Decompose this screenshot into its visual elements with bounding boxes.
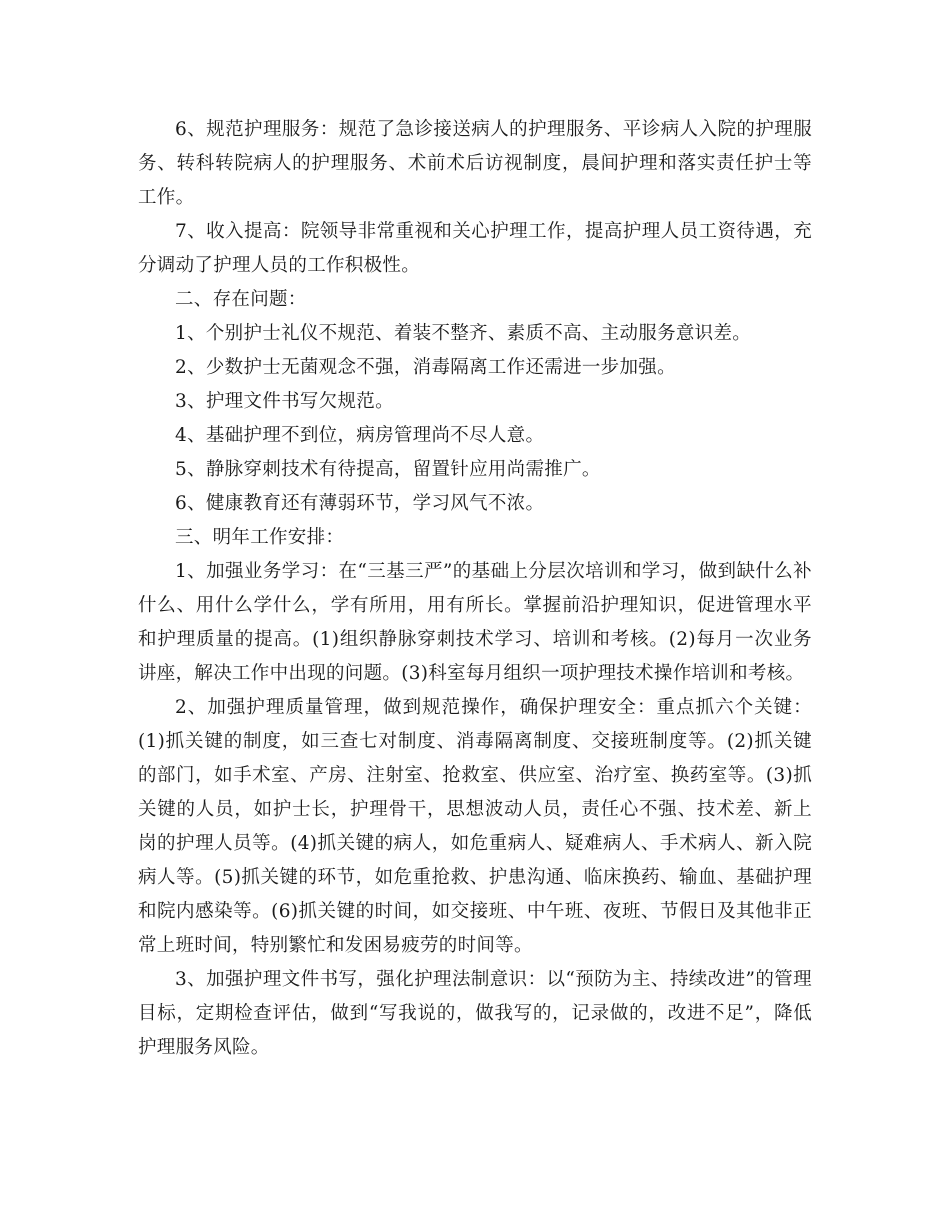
problem-item-3: 3、护理文件书写欠规范。 (175, 391, 394, 412)
section-heading-problems: 二、存在问题： (175, 289, 307, 310)
plan-item-1: 1、加强业务学习：在“三基三严”的基础上分层次培训和学习，做到缺什么补什么、用什么学什么，学有所用，用有所长。掌握前沿护理知识，促进管理水平和护理质量的提高。(1)组织静脉穿刺技术学习、培训和考核。(2)每月一次业务讲座，解决工作中出现的问题。(3)科室每月组织一项护理技术操作培训和考核。 (138, 561, 812, 684)
problem-item-6: 6、健康教育还有薄弱环节，学习风气不浓。 (175, 493, 545, 514)
problem-item-5: 5、静脉穿刺技术有待提高，留置针应用尚需推广。 (175, 459, 601, 480)
plan-item-3: 3、加强护理文件书写，强化护理法制意识：以“预防为主、持续改进”的管理目标，定期检查评估，做到“写我说的，做我写的，记录做的，改进不足”，降低护理服务风险。 (138, 969, 812, 1058)
problem-item-1: 1、个别护士礼仪不规范、着装不整齐、素质不高、主动服务意识差。 (175, 323, 752, 344)
problem-item-4: 4、基础护理不到位，病房管理尚不尽人意。 (175, 425, 545, 446)
section-heading-next-year: 三、明年工作安排： (175, 527, 345, 548)
plan-item-2: 2、加强护理质量管理，做到规范操作，确保护理安全：重点抓六个关键：(1)抓关键的制度，如三查七对制度、消毒隔离制度、交接班制度等。(2)抓关键的部门，如手术室、产房、注射室、抢救室、供应室、治疗室、换药室等。(3)抓关键的人员，如护士长，护理骨干，思想波动人员，责任心不强、技术差、新上岗的护理人员等。(4)抓关键的病人，如危重病人、疑难病人、手术病人、新入院病人等。(5)抓关键的环节，如危重抢救、护患沟通、临床换药、输血、基础护理和院内感染等。(6)抓关键的时间，如交接班、中午班、夜班、节假日及其他非正常上班时间，特别繁忙和发困易疲劳的时间等。 (138, 697, 812, 956)
problem-item-2: 2、少数护士无菌观念不强，消毒隔离工作还需进一步加强。 (175, 357, 676, 378)
paragraph-income: 7、收入提高：院领导非常重视和关心护理工作，提高护理人员工资待遇，充分调动了护理人员的工作积极性。 (138, 221, 812, 276)
paragraph-nursing-service: 6、规范护理服务：规范了急诊接送病人的护理服务、平诊病人入院的护理服务、转科转院病人的护理服务、术前术后访视制度，晨间护理和落实责任护士等工作。 (138, 119, 812, 208)
